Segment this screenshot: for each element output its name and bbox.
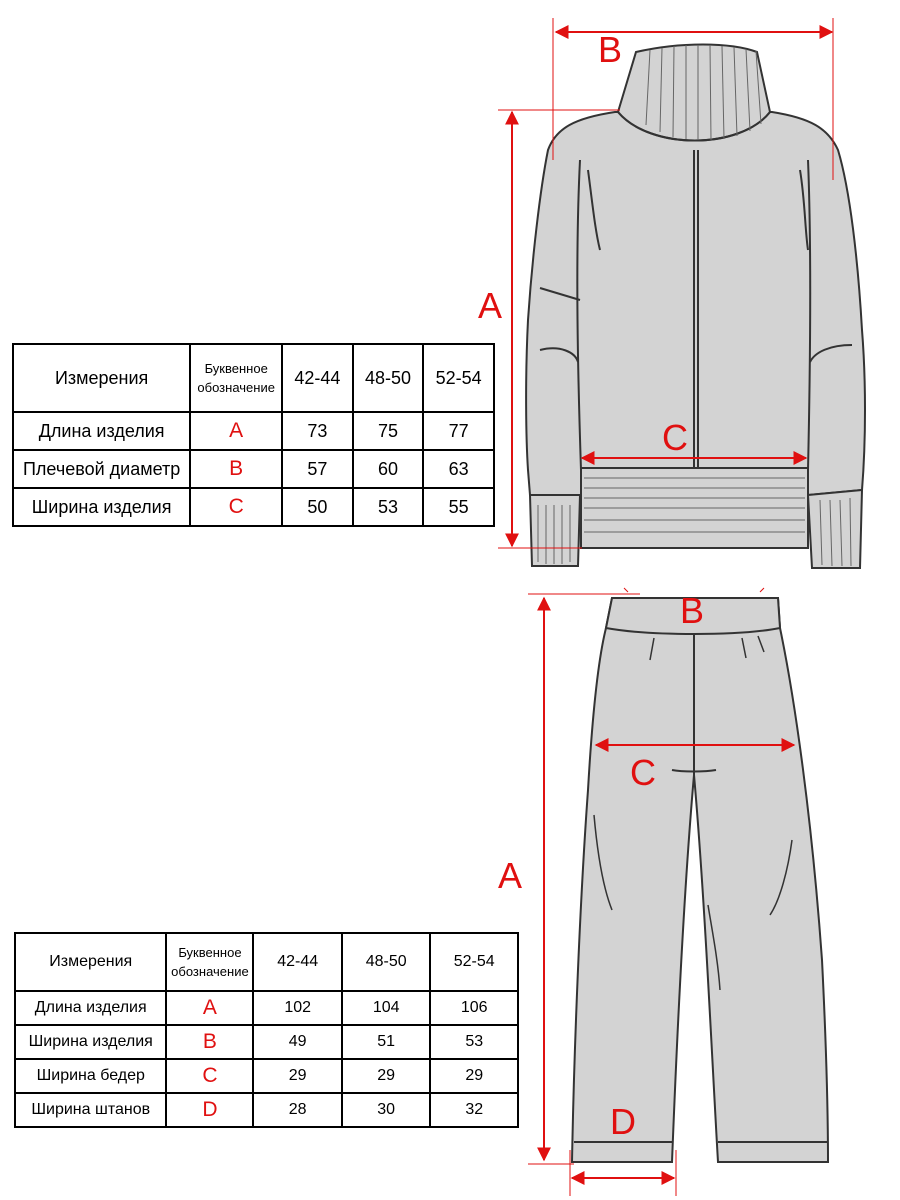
size-value: 102 [253, 991, 342, 1025]
measurement-code: B [190, 450, 282, 488]
size-value: 55 [423, 488, 494, 526]
measurement-code: A [190, 412, 282, 450]
table-row [13, 450, 494, 488]
column-header: Измерения [13, 344, 190, 412]
size-value: 29 [253, 1059, 342, 1093]
sweater-size-table [12, 343, 495, 527]
size-value: 50 [282, 488, 353, 526]
measurement-code: A [166, 991, 253, 1025]
pants-label-a: A [498, 855, 523, 896]
measurement-code: B [166, 1025, 253, 1059]
column-header: 52-54 [430, 933, 518, 991]
size-value: 53 [353, 488, 424, 526]
size-value: 75 [353, 412, 424, 450]
size-value: 51 [342, 1025, 431, 1059]
sweater-label-c: C [662, 417, 688, 458]
column-header: 42-44 [253, 933, 342, 991]
table-row [13, 412, 494, 450]
column-header: Измерения [15, 933, 166, 991]
table-header-row [13, 344, 494, 412]
measurement-code: D [166, 1093, 253, 1127]
size-value: 49 [253, 1025, 342, 1059]
size-value: 29 [430, 1059, 518, 1093]
measurement-code: C [190, 488, 282, 526]
table-row [15, 1059, 518, 1093]
pants-drawing [572, 598, 828, 1162]
pants-body [572, 598, 828, 1162]
table-header-row [15, 933, 518, 991]
measurement-code: C [166, 1059, 253, 1093]
column-header: 48-50 [353, 344, 424, 412]
size-value: 30 [342, 1093, 431, 1127]
size-value: 77 [423, 412, 494, 450]
size-value: 106 [430, 991, 518, 1025]
size-value: 29 [342, 1059, 431, 1093]
column-header: 48-50 [342, 933, 431, 991]
column-header: 52-54 [423, 344, 494, 412]
column-header: Буквенное обозначение [166, 933, 253, 991]
measurement-name: Ширина штанов [15, 1093, 166, 1127]
size-value: 104 [342, 991, 431, 1025]
size-value: 57 [282, 450, 353, 488]
measurement-name: Длина изделия [15, 991, 166, 1025]
column-header: Буквенное обозначение [190, 344, 282, 412]
measurement-name: Длина изделия [13, 412, 190, 450]
table-row [13, 488, 494, 526]
size-value: 28 [253, 1093, 342, 1127]
pants-label-b: B [680, 590, 705, 631]
size-value: 63 [423, 450, 494, 488]
table-row [15, 991, 518, 1025]
table-row [15, 1025, 518, 1059]
pants-label-c: C [630, 752, 656, 793]
size-value: 32 [430, 1093, 518, 1127]
size-value: 73 [282, 412, 353, 450]
table-row [15, 1093, 518, 1127]
measurement-name: Ширина изделия [15, 1025, 166, 1059]
measurement-name: Ширина бедер [15, 1059, 166, 1093]
measurement-name: Ширина изделия [13, 488, 190, 526]
size-value: 53 [430, 1025, 518, 1059]
pants-label-d: D [610, 1101, 636, 1142]
sweater-right-cuff [808, 490, 862, 568]
sweater-label-a: A [478, 285, 503, 326]
sweater-drawing [526, 45, 865, 569]
size-value: 60 [353, 450, 424, 488]
column-header: 42-44 [282, 344, 353, 412]
sweater-label-b: B [598, 29, 623, 70]
sweater-collar [618, 45, 770, 141]
pants-size-table [14, 932, 519, 1128]
measurement-name: Плечевой диаметр [13, 450, 190, 488]
